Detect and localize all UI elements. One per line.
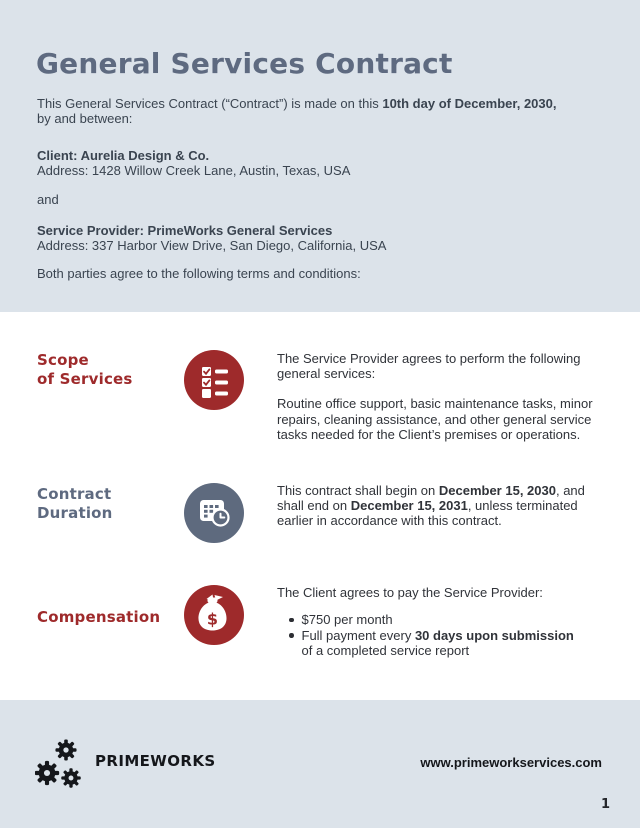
intro-line: This General Services Contract (“Contract”) is made on this 10th day of December, 2030, [37, 96, 557, 111]
brand-name: PRIMEWORKS [95, 752, 216, 770]
intro-made-on [37, 96, 557, 126]
section-heading-compensation: Compensation [37, 608, 161, 626]
section-heading-contract-duration: Contract Duration [37, 485, 113, 522]
money-bag-icon [184, 585, 244, 645]
section-text-compensation-intro: The Client agrees to pay the Service Provider: [277, 585, 543, 600]
checklist-icon [184, 350, 244, 410]
document-title: General Services Contract [36, 47, 453, 80]
service-provider-block [37, 223, 386, 253]
header-band [0, 0, 640, 312]
bullet-dot [289, 618, 294, 623]
svg-text:$: $ [206, 609, 219, 629]
section-heading-scope-of-services: Scope of Services [37, 351, 133, 388]
website-link[interactable]: www.primeworkservices.com [420, 755, 602, 770]
gears-logo-icon [35, 736, 93, 794]
list-item: $750 per month [277, 612, 574, 628]
calendar-clock-icon [184, 483, 244, 543]
intro-line: by and between: [37, 111, 133, 126]
section-text-scope: The Service Provider agrees to perform the following general services: Routine office support, basic maintenance tasks, minor repairs, cleaning assistance, and other general service tasks needed for the Client’s premises or operations. [277, 351, 593, 442]
client-address-line: Address: 1428 Willow Creek Lane, Austin, Texas, USA [37, 163, 351, 178]
compensation-bullet-list [277, 612, 574, 659]
and-separator: and [37, 192, 59, 207]
page-number: 1 [600, 797, 610, 812]
client-block [37, 148, 350, 178]
section-text-duration: This contract shall begin on December 15, 2030, and shall end on December 15, 2031, unless terminated earlier in accordance with this contract. [277, 483, 585, 529]
provider-name-line: Service Provider: PrimeWorks General Services [37, 223, 333, 238]
provider-address-line: Address: 337 Harbor View Drive, San Diego, California, USA [37, 238, 387, 253]
bullet-dot [289, 633, 294, 638]
terms-lead-in: Both parties agree to the following terms and conditions: [37, 266, 361, 281]
list-item: Full payment every 30 days upon submission of a completed service report [277, 628, 574, 659]
client-name-line: Client: Aurelia Design & Co. [37, 148, 210, 163]
